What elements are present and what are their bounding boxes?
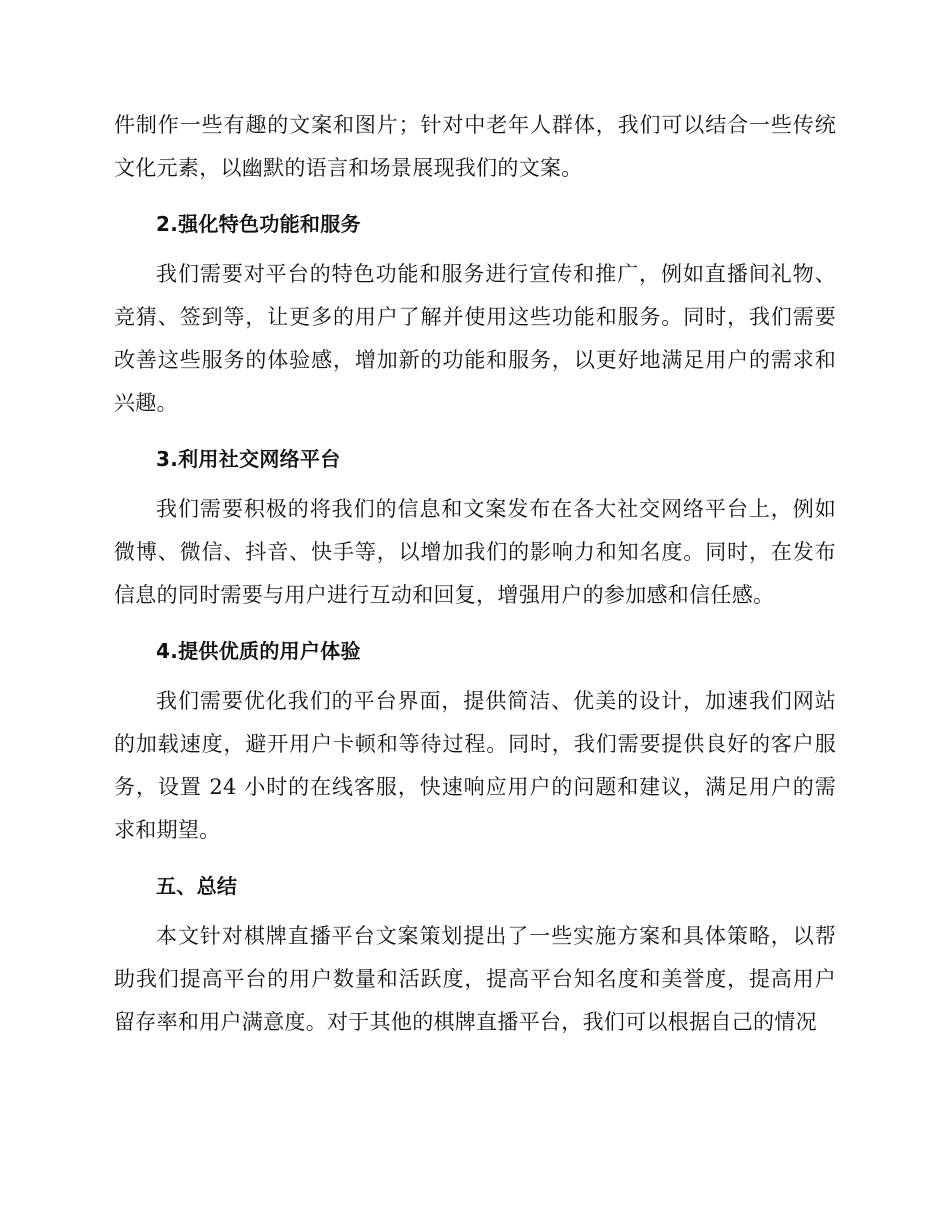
document-body xyxy=(114,104,836,1044)
section-2-paragraph: 我们需要对平台的特色功能和服务进行宣传和推广，例如直播间礼物、竞猜、签到等，让更多的用户了解并使用这些功能和服务。同时，我们需要改善这些服务的体验感，增加新的功能和服务，以更好地满足用户的需求和兴趣。 xyxy=(114,262,836,415)
section-3-heading: 3.利用社交网络平台 xyxy=(156,447,341,471)
intro-continuation-paragraph: 件制作一些有趣的文案和图片；针对中老年人群体，我们可以结合一些传统文化元素，以幽默的语言和场景展现我们的文案。 xyxy=(114,113,836,180)
section-5-paragraph: 本文针对棋牌直播平台文案策划提出了一些实施方案和具体策略，以帮助我们提高平台的用户数量和活跃度，提高平台知名度和美誉度，提高用户留存率和用户满意度。对于其他的棋牌直播平台，我们可以根据自己的情况 xyxy=(114,924,836,1034)
section-4-heading: 4.提供优质的用户体验 xyxy=(156,639,361,663)
section-5-heading: 五、总结 xyxy=(156,874,238,898)
section-2-heading: 2.强化特色功能和服务 xyxy=(156,212,361,236)
section-3-paragraph: 我们需要积极的将我们的信息和文案发布在各大社交网络平台上，例如微博、微信、抖音、快手等，以增加我们的影响力和知名度。同时，在发布信息的同时需要与用户进行互动和回复，增强用户的参加感和信任感。 xyxy=(114,497,836,607)
section-4-paragraph: 我们需要优化我们的平台界面，提供简洁、优美的设计，加速我们网站的加载速度，避开用户卡顿和等待过程。同时，我们需要提供良好的客户服务，设置 24 小时的在线客服，快速响应用户的问题和建议，满足用户的需求和期望。 xyxy=(114,689,836,842)
